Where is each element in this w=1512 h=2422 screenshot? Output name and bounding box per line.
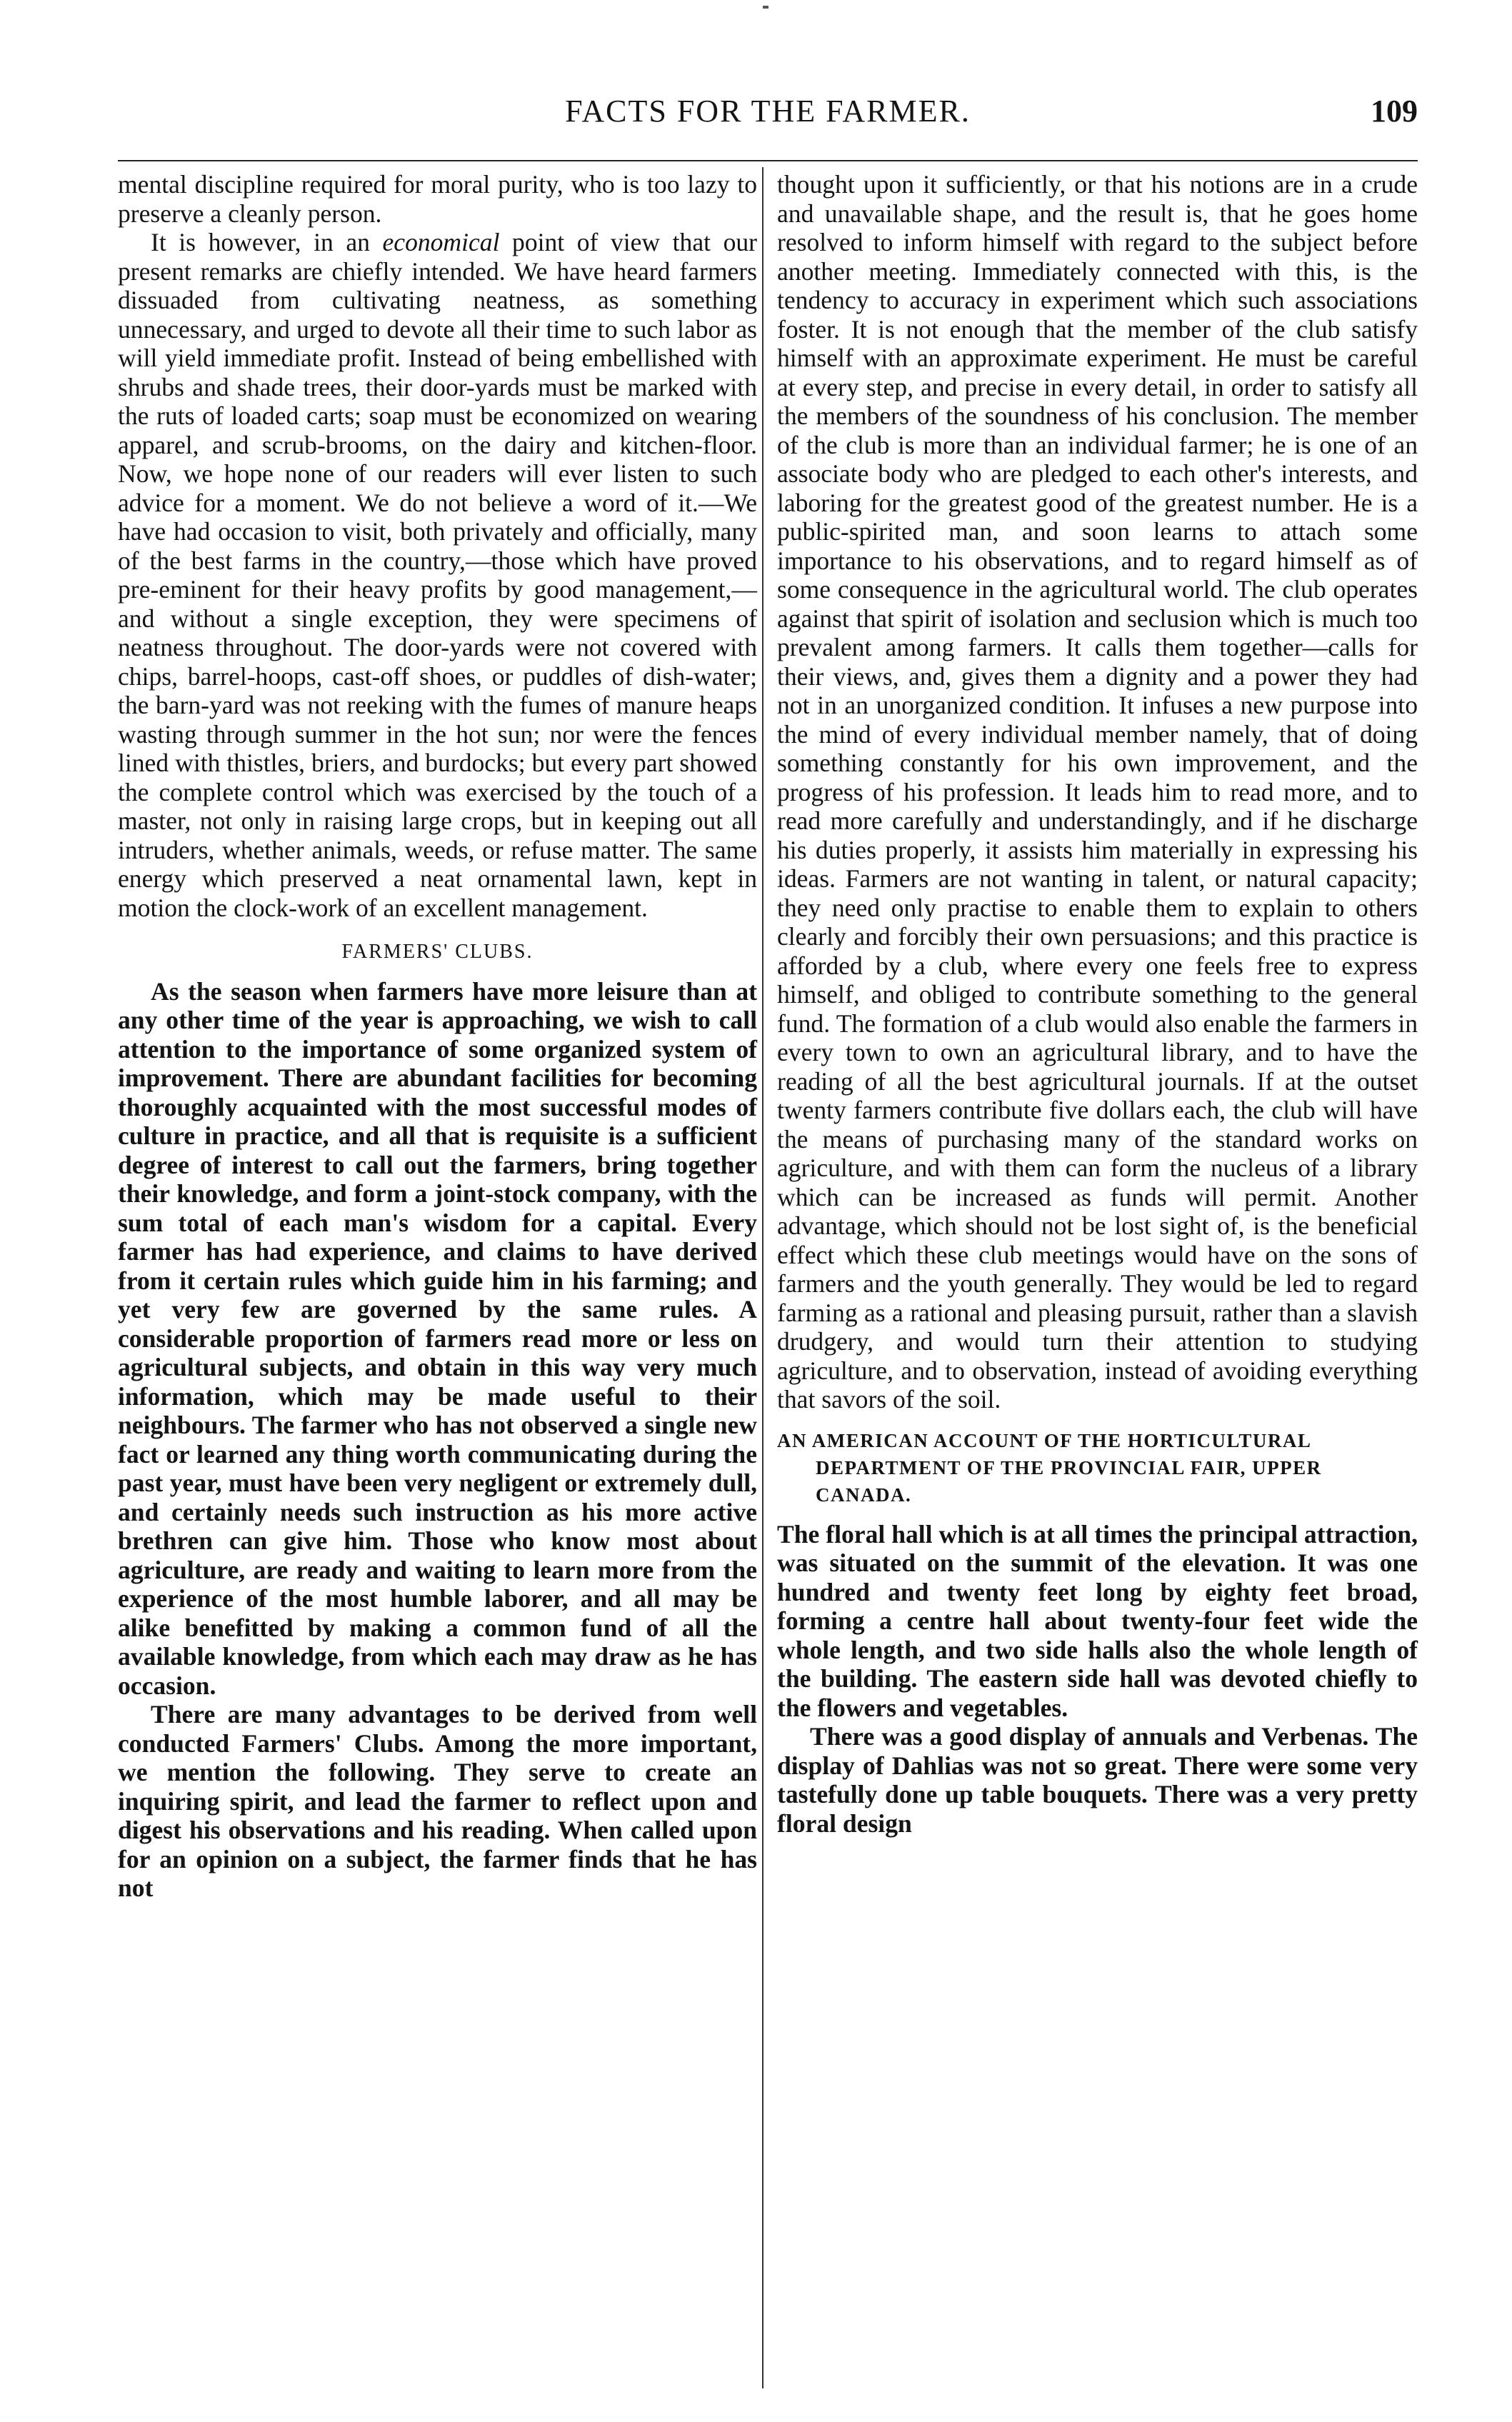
paragraph	[118, 228, 757, 922]
paragraph: thought upon it sufficiently, or that his notions are in a crude and unavailable shape, and the result is, that he goes home resolved to inform himself with regard to the subject before another meeting. Immediately connected with this, is the tendency to accuracy in experiment which such associations foster. It is not enough that the member of the club satisfy himself with an approximate experiment. He must be careful at every step, and precise in every detail, in order to satisfy all the members of the soundness of his conclusion. The member of the club is more than an individual farmer; he is one of an associate body who are pledged to each other's interests, and laboring for the greatest good of the greatest number. He is a public-spirited man, and soon learns to attach some importance to his observations, and to regard himself as of some consequence in the agricultural world. The club operates against that spirit of isolation and seclusion which is much too prevalent among farmers. It calls them together—calls for their views, and, gives them a dignity and a power they had not in an unorganized condition. It infuses a new purpose into the mind of every individual member namely, that of doing something constantly for his own improvement, and the progress of his profession. It leads him to read more, and to read more carefully and understandingly, and if he discharge his duties properly, it assists him materially in expressing his ideas. Farmers are not wanting in talent, or natural capacity; they need only practise to enable them to explain to others clearly and forcibly their own persuasions; and this practice is afforded by a club, where every one feels free to express himself, and obliged to contribute something to the general fund. The formation of a club would also enable the farmers in every town to own an agricultural library, and to have the reading of all the best agricultural journals. If at the outset twenty farmers contribute five dollars each, the club will have the means of purchasing many of the standard works on agriculture, and with them can form the nucleus of a library which can be increased as funds will permit. Another advantage, which should not be lost sight of, is the beneficial effect which these club meetings would have on the sons of farmers and the youth generally. They would be led to regard farming as a rational and pleasing pursuit, rather than a slavish drudgery, and would turn their attention to studying agriculture, and to observation, instead of avoiding everything that savors of the soil.	[777, 170, 1418, 1413]
paragraph: As the season when farmers have more leisure than at any other time of the year is approaching, we wish to call attention to the importance of some organized system of improvement. There are abundant facilities for becoming thoroughly acquainted with the most successful modes of culture in practice, and all that is requisite is a sufficient degree of interest to call out the farmers, bring together their knowledge, and form a joint-stock company, with the sum total of each man's wisdom for a capital. Every farmer has had experience, and claims to have derived from it certain rules which guide him in his farming; and yet very few are governed by the same rules. A considerable proportion of farmers read more or less on agricultural subjects, and obtain in this way very much information, which may be made useful to their neighbours. The farmer who has not observed a single new fact or learned any thing worth communicating during the past year, must have been very negligent or extremely dull, and certainly needs such instruction as his more active brethren can give him. Those who know most about agriculture, are ready and waiting to learn more from the experience of the most humble laborer, and all may be alike benefitted by making a common fund of all the available knowledge, from which each may draw as he has occasion.	[118, 976, 757, 1700]
page-number: 109	[1371, 94, 1418, 129]
header-rule	[118, 160, 1418, 161]
running-head: FACTS FOR THE FARMER.	[565, 94, 971, 129]
right-column	[777, 170, 1418, 1838]
paragraph: There was a good display of annuals and Verbenas. The display of Dahlias was not so great. There were some very tastefully done up table bouquets. There was a very pretty floral design	[777, 1722, 1418, 1838]
page-header	[118, 93, 1418, 150]
paragraph: The floral hall which is at all times the principal attraction, was situated on the summit of the elevation. It was one hundred and twenty feet long by eighty feet broad, forming a centre hall about twenty-four feet wide the whole length, and two side halls also the whole length of the building. The eastern side hall was devoted chiefly to the flowers and vegetables.	[777, 1519, 1418, 1722]
top-mark	[763, 6, 768, 9]
left-column	[118, 170, 757, 1903]
section-title: AN AMERICAN ACCOUNT OF THE HORTICULTURAL DEPARTMENT OF THE PROVINCIAL FAIR, UPPER CANADA.	[777, 1429, 1322, 1506]
italic-text: economical	[382, 228, 500, 256]
paragraph: There are many advantages to be derived from well conducted Farmers' Clubs. Among the more important, we mention the following. They serve to create an inquiring spirit, and lead the farmer to reflect upon and digest his observations and his reading. When called upon for an opinion on a subject, the farmer finds that he has not	[118, 1700, 757, 1902]
column-divider	[762, 167, 763, 2388]
paragraph-text: It is however, in an	[151, 228, 383, 256]
section-title: FARMERS' CLUBS.	[341, 941, 534, 963]
paragraph-text: point of view that our present remarks are chiefly intended. We have heard farmers dissuaded from cultivating neatness, as something unnecessary, and urged to devote all their time to such labor as will yield immediate profit. Instead of being embellished with shrubs and shade trees, their door-yards must be marked with the ruts of loaded carts; soap must be economized on wearing apparel, and scrub-brooms, on the dairy and kitchen-floor. Now, we hope none of our readers will ever listen to such advice for a moment. We do not believe a word of it.—We have had occasion to visit, both privately and officially, many of the best farms in the country,—those which have proved pre-eminent for their heavy profits by good management,—and without a single exception, they were specimens of neatness throughout. The door-yards were not covered with chips, barrel-hoops, cast-off shoes, or puddles of dish-water; the barn-yard was not reeking with the fumes of manure heaps wasting through summer in the hot sun; nor were the fences lined with thistles, briers, and burdocks; but every part showed the complete control which was exercised by the touch of a master, not only in raising large crops, but in keeping out all intruders, whether animals, weeds, or refuse matter. The same energy which preserved a neat ornamental lawn, kept in motion the clock-work of an excellent management.	[118, 228, 757, 922]
paragraph: mental discipline required for moral purity, who is too lazy to preserve a cleanly person.	[118, 170, 757, 228]
